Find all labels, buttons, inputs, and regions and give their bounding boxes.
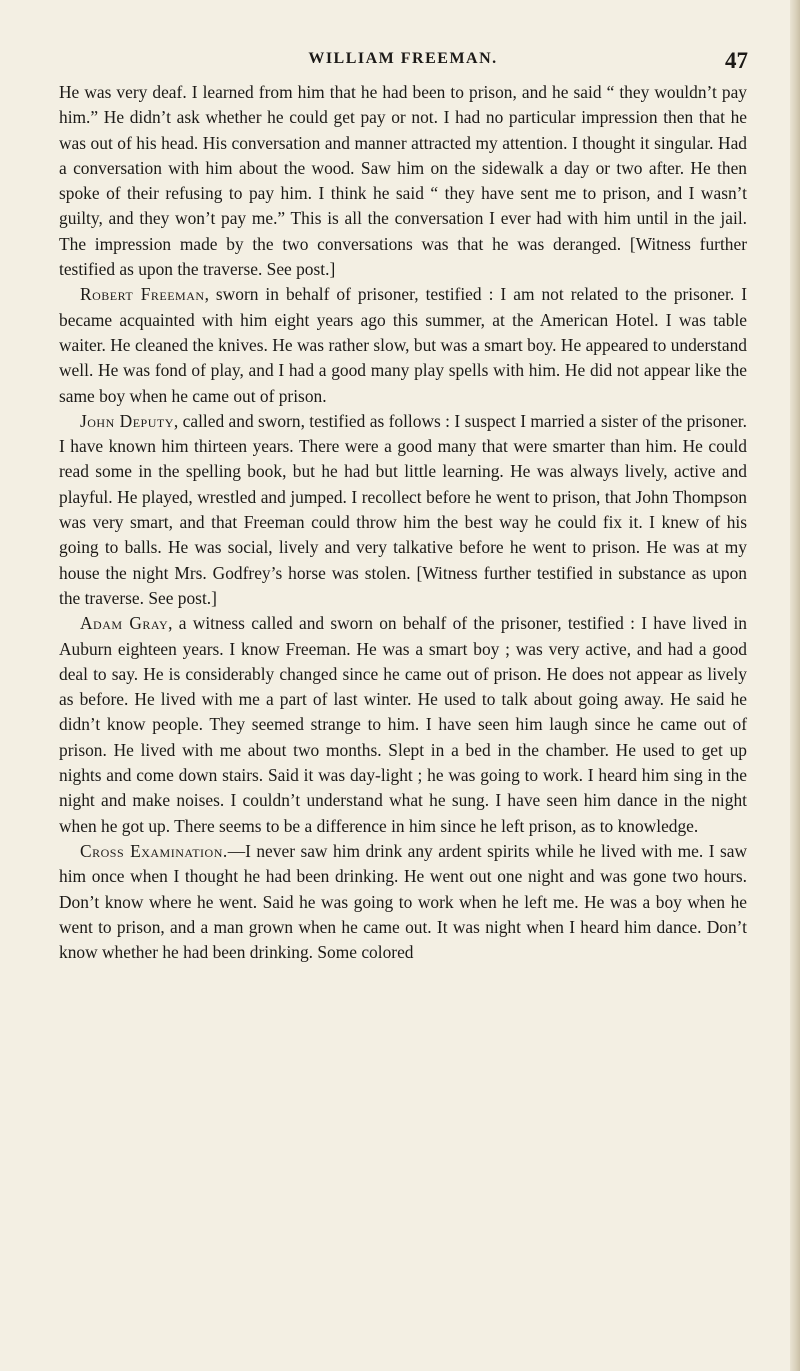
- paragraph-text: He was very deaf. I learned from him that he had been to prison, and he said “ they wouldn’t pay him.” He didn’t ask whether he could get pay or not. I had no particular impression then that he was out of his head. His conversation and manner attracted my attention. I thought it singular. Had a conversation with him about the wood. Saw him on the sidewalk a day or two after. He then spoke of their refusing to pay him. I think he said “ they have sent me to prison, and I wasn’t guilty, and they won’t pay me.” This is all the conversation I ever had with him until in the jail. The impression made by the two conversations was that he was deranged. [Witness further testified as upon the traverse. See post.]: [59, 82, 747, 280]
- paragraph-text: , called and sworn, testified as follows : I suspect I married a sister of the prisoner. I have known him thirteen years. There were a good many that were smarter than him. He could read some in the spelling book, but he had but little learning. He was always lively, active and playful. He played, wrestled and jumped. I recollect before he went to prison, that John Thompson was very smart, and that Freeman could throw him the best way he could fix it. I knew of his going to balls. He was social, lively and very talkative before he went to prison. He was at my house the night Mrs. Godfrey’s horse was stolen. [Witness further testified in substance as upon the traverse. See post.]: [59, 410, 747, 608]
- paragraph-text: —I never saw him drink any ardent spirits while he lived with me. I saw him once when I thought he had been drinking. He went out one night and was gone two hours. Don’t know where he went. Said he was going to work when he left me. He was a boy when he went to prison, and a man grown when he came out. It was night when I heard him dance. Don’t know whether he had been drinking. Some colored: [59, 840, 748, 963]
- paragraph-text: , a witness called and sworn on behalf of the prisoner, testified : I have lived in Auburn eighteen years. I know Freeman. He was a smart boy ; was very active, and had a good deal to say. He is considerably changed since he came out of prison. He does not appear as lively as before. He lived with me a part of last winter. He used to talk about going away. He said he didn’t know people. They seemed strange to him. I have seen him laugh since he came out of prison. He lived with me about two months. Slept in a bed in the chamber. He used to get up nights and come down stairs. Said it was day-light ; he was going to work. I heard him sing in the night and make noises. I couldn’t understand what he sung. I have seen him dance in the night when he got up. There seems to be a difference in him since he left prison, as to knowledge.: [59, 613, 747, 836]
- paragraph: [59, 839, 747, 965]
- page-edge-shadow: [790, 0, 800, 1371]
- section-heading: Cross Examination.: [80, 840, 228, 861]
- witness-name: Adam Gray: [80, 613, 169, 634]
- witness-name: Robert Freeman: [80, 284, 205, 305]
- body-text: [59, 80, 747, 965]
- running-head: WILLIAM FREEMAN.: [308, 50, 498, 67]
- paragraph: [59, 611, 747, 839]
- paragraph-text: , sworn in behalf of prisoner, testified : I am not related to the prisoner. I became acquainted with him eight years ago this summer, at the American Hotel. I was table waiter. He cleaned the knives. He was rather slow, but was a smart boy. He appeared to understand well. He was fond of play, and I had a good many play spells with him. He did not appear like the same boy when he came out of prison.: [59, 284, 747, 406]
- paragraph: [59, 409, 747, 611]
- paragraph: [59, 80, 747, 282]
- paragraph: [59, 282, 747, 408]
- page-number: 47: [725, 48, 748, 73]
- witness-name: John Deputy: [80, 410, 174, 431]
